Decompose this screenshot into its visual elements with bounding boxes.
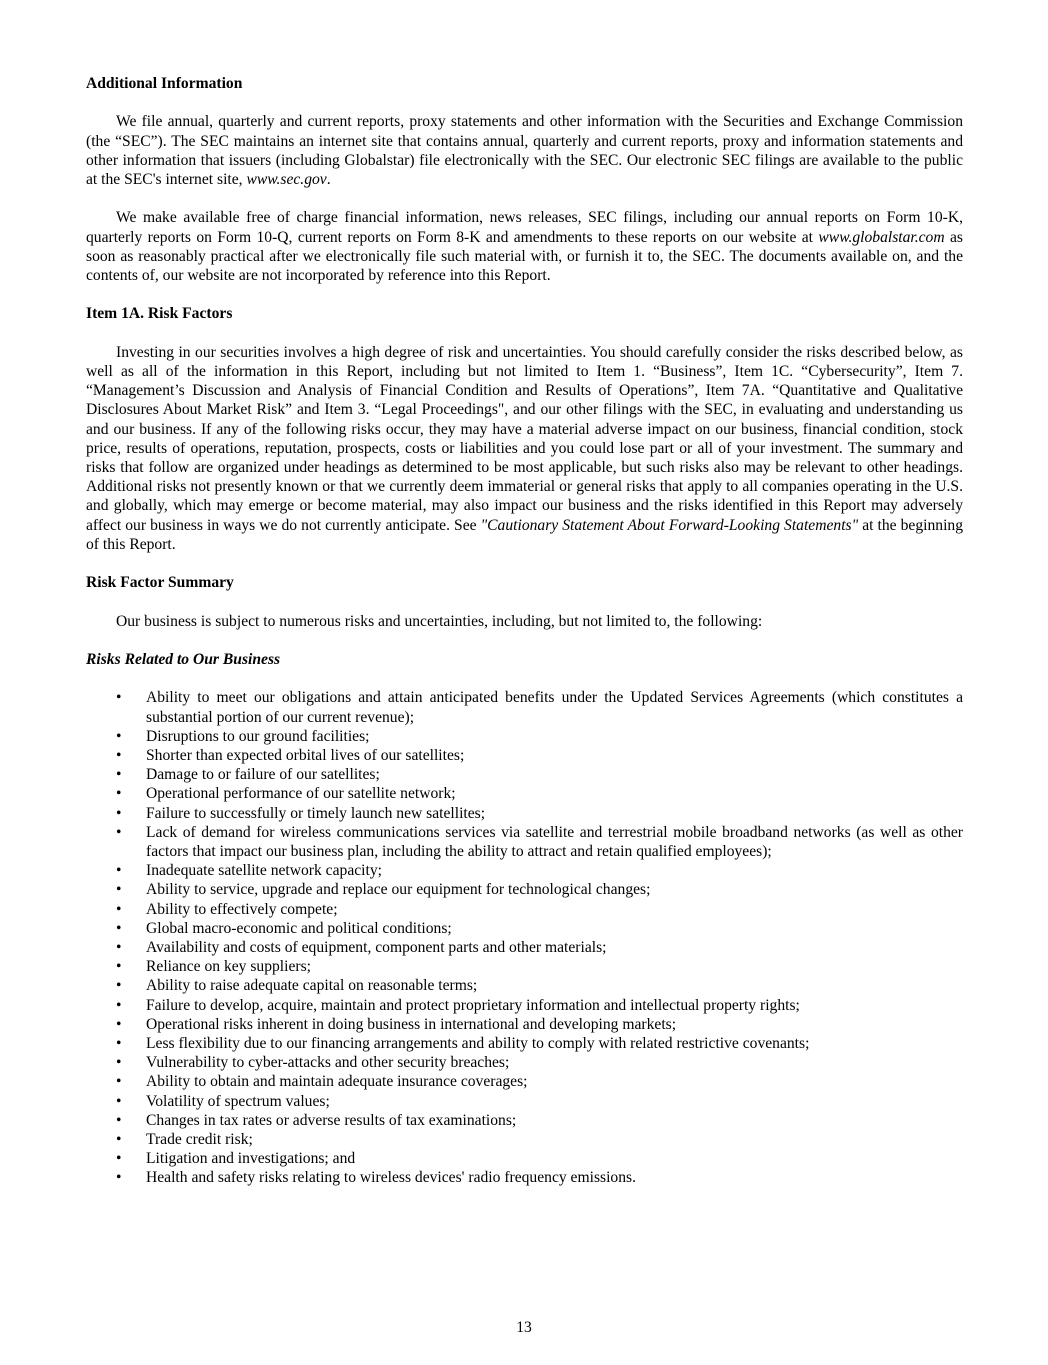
risks-related-to-business-subheading: Risks Related to Our Business: [86, 650, 281, 668]
list-item: [86, 1149, 963, 1168]
list-item-text: Availability and costs of equipment, component parts and other materials;: [146, 939, 607, 957]
list-item-text: Ability to effectively compete;: [146, 900, 338, 918]
risk-factor-summary-heading: Risk Factor Summary: [86, 574, 234, 592]
bullet-icon: •: [116, 881, 122, 899]
list-item-text: Litigation and investigations; and: [146, 1150, 356, 1168]
risk-factors-paragraph: [86, 343, 963, 554]
cautionary-statement-reference: "Cautionary Statement About Forward-Looking Statements": [480, 516, 859, 534]
bullet-icon: •: [116, 746, 122, 764]
list-item: [86, 880, 963, 899]
bullet-icon: •: [116, 1169, 122, 1187]
list-item-text: Vulnerability to cyber-attacks and other security breaches;: [146, 1054, 510, 1072]
paragraph-text-end: as soon as reasonably practical after we electronically file such material with, or furnish it to, the SEC. The documents available on, and the contents of, our website are not incorporated by reference into this Report.: [86, 228, 964, 284]
bullet-icon: •: [116, 919, 122, 937]
list-item: [86, 1092, 963, 1111]
list-item-text: Trade credit risk;: [146, 1131, 253, 1149]
list-item-text: Disruptions to our ground facilities;: [146, 727, 370, 745]
list-item-text: Volatility of spectrum values;: [146, 1092, 330, 1110]
bullet-icon: •: [116, 785, 122, 803]
globalstar-website-link: www.globalstar.com: [818, 228, 945, 246]
list-item: [86, 900, 963, 919]
list-item-text: Shorter than expected orbital lives of our satellites;: [146, 746, 465, 764]
list-item: [86, 1053, 963, 1072]
bullet-icon: •: [116, 766, 122, 784]
page-number: 13: [516, 1319, 532, 1336]
list-item: [86, 861, 963, 880]
list-item: [86, 765, 963, 784]
list-item: [86, 1130, 963, 1149]
list-item-text: Ability to obtain and maintain adequate insurance coverages;: [146, 1073, 528, 1091]
list-item: [86, 746, 963, 765]
bullet-icon: •: [116, 1092, 122, 1110]
list-item: [86, 1111, 963, 1130]
bullet-icon: •: [116, 689, 122, 707]
paragraph-text-end: at the beginning of this Report.: [86, 516, 964, 553]
list-item-text: Health and safety risks relating to wireless devices' radio frequency emissions.: [146, 1169, 636, 1187]
document-page: [86, 74, 963, 1188]
bullet-icon: •: [116, 862, 122, 880]
bullet-icon: •: [116, 1073, 122, 1091]
bullet-icon: •: [116, 1015, 122, 1033]
list-item: [86, 688, 963, 726]
list-item-text: Inadequate satellite network capacity;: [146, 862, 382, 880]
bullet-icon: •: [116, 727, 122, 745]
list-item: [86, 823, 963, 861]
list-item-text: Global macro-economic and political conditions;: [146, 919, 452, 937]
list-item-text: Reliance on key suppliers;: [146, 958, 311, 976]
list-item-text: Ability to service, upgrade and replace our equipment for technological changes;: [146, 881, 651, 899]
list-item-text: Ability to raise adequate capital on reasonable terms;: [146, 977, 478, 995]
list-item-text: Changes in tax rates or adverse results of tax examinations;: [146, 1111, 517, 1129]
list-item: [86, 1034, 963, 1053]
bullet-icon: •: [116, 1054, 122, 1072]
paragraph-text: We make available free of charge financial information, news releases, SEC filings, including our annual reports on Form 10-K, quarterly reports on Form 10-Q, current reports on Form 8-K and amendments to these reports on our website at: [86, 209, 963, 246]
additional-information-heading: Additional Information: [86, 75, 243, 92]
bullet-icon: •: [116, 977, 122, 995]
risk-factor-summary-intro: Our business is subject to numerous risks and uncertainties, including, but not limited to, the following:: [116, 612, 763, 630]
sec-website-link: www.sec.gov: [246, 171, 327, 188]
list-item: [86, 976, 963, 995]
list-item: [86, 784, 963, 803]
list-item: [86, 727, 963, 746]
list-item: [86, 1072, 963, 1091]
list-item-text: Failure to develop, acquire, maintain and protect proprietary information and intellectual property rights;: [146, 996, 800, 1014]
bullet-icon: •: [116, 804, 122, 822]
bullet-icon: •: [116, 1111, 122, 1129]
risk-factors-heading: Item 1A. Risk Factors: [86, 305, 233, 323]
list-item-text: Operational risks inherent in doing business in international and developing markets;: [146, 1015, 677, 1033]
additional-information-paragraph-2: [86, 208, 963, 285]
risk-list: [86, 688, 963, 1187]
list-item: [86, 938, 963, 957]
additional-information-paragraph-1: [86, 112, 963, 189]
bullet-icon: •: [116, 939, 122, 957]
paragraph-text-end: .: [326, 171, 331, 188]
list-item-text: Damage to or failure of our satellites;: [146, 766, 380, 784]
list-item: [86, 804, 963, 823]
bullet-icon: •: [116, 1035, 122, 1053]
paragraph-text: Investing in our securities involves a high degree of risk and uncertainties. You should carefully consider the risks described below, as well as all of the information in this Report, including but not limited to Item 1. “Business”, Item 1C. “Cybersecurity”, Item 7. “Management’s Discussion and Analysis of Financial Condition and Results of Operations”, Item 7A. “Quantitative and Qualitative Disclosures About Market Risk” and Item 3. “Legal Proceedings", and our other filings with the SEC, in evaluating and understanding us and our business. If any of the following risks occur, they may have a material adverse impact on our business, financial condition, stock price, results of operations, reputation, prospects, costs or liabilities and you could lose part or all of your investment. The summary and risks that follow are organized under headings as determined to be most applicable, but such risks also may be relevant to other headings. Additional risks not presently known or that we currently deem immaterial or general risks that apply to all companies operating in the U.S. and globally, which may emerge or become material, may also impact our business and the risks identified in this Report may adversely affect our business in ways we do not currently anticipate. See: [86, 343, 963, 534]
list-item: [86, 1168, 963, 1187]
list-item-text: Lack of demand for wireless communications services via satellite and terrestrial mobile broadband networks (as well as other factors that impact our business plan, including the ability to attract and retain qualified employees);: [146, 823, 963, 860]
paragraph-text: We file annual, quarterly and current reports, proxy statements and other information with the Securities and Exchange Commission (the “SEC”). The SEC maintains an internet site that contains annual, quarterly and current reports, proxy and information statements and other information that issuers (including Globalstar) file electronically with the SEC. Our electronic SEC filings are available to the public at the SEC's internet site,: [86, 113, 963, 188]
bullet-icon: •: [116, 823, 122, 841]
list-item-text: Ability to meet our obligations and attain anticipated benefits under the Updated Services Agreements (which constitutes a substantial portion of our current revenue);: [146, 689, 963, 726]
bullet-icon: •: [116, 900, 122, 918]
list-item-text: Failure to successfully or timely launch new satellites;: [146, 804, 486, 822]
list-item: [86, 996, 963, 1015]
bullet-icon: •: [116, 958, 122, 976]
bullet-icon: •: [116, 1131, 122, 1149]
list-item: [86, 1015, 963, 1034]
list-item-text: Less flexibility due to our financing arrangements and ability to comply with related restrictive covenants;: [146, 1035, 810, 1053]
bullet-icon: •: [116, 1150, 122, 1168]
bullet-icon: •: [116, 996, 122, 1014]
list-item-text: Operational performance of our satellite network;: [146, 785, 456, 803]
list-item: [86, 919, 963, 938]
list-item: [86, 957, 963, 976]
